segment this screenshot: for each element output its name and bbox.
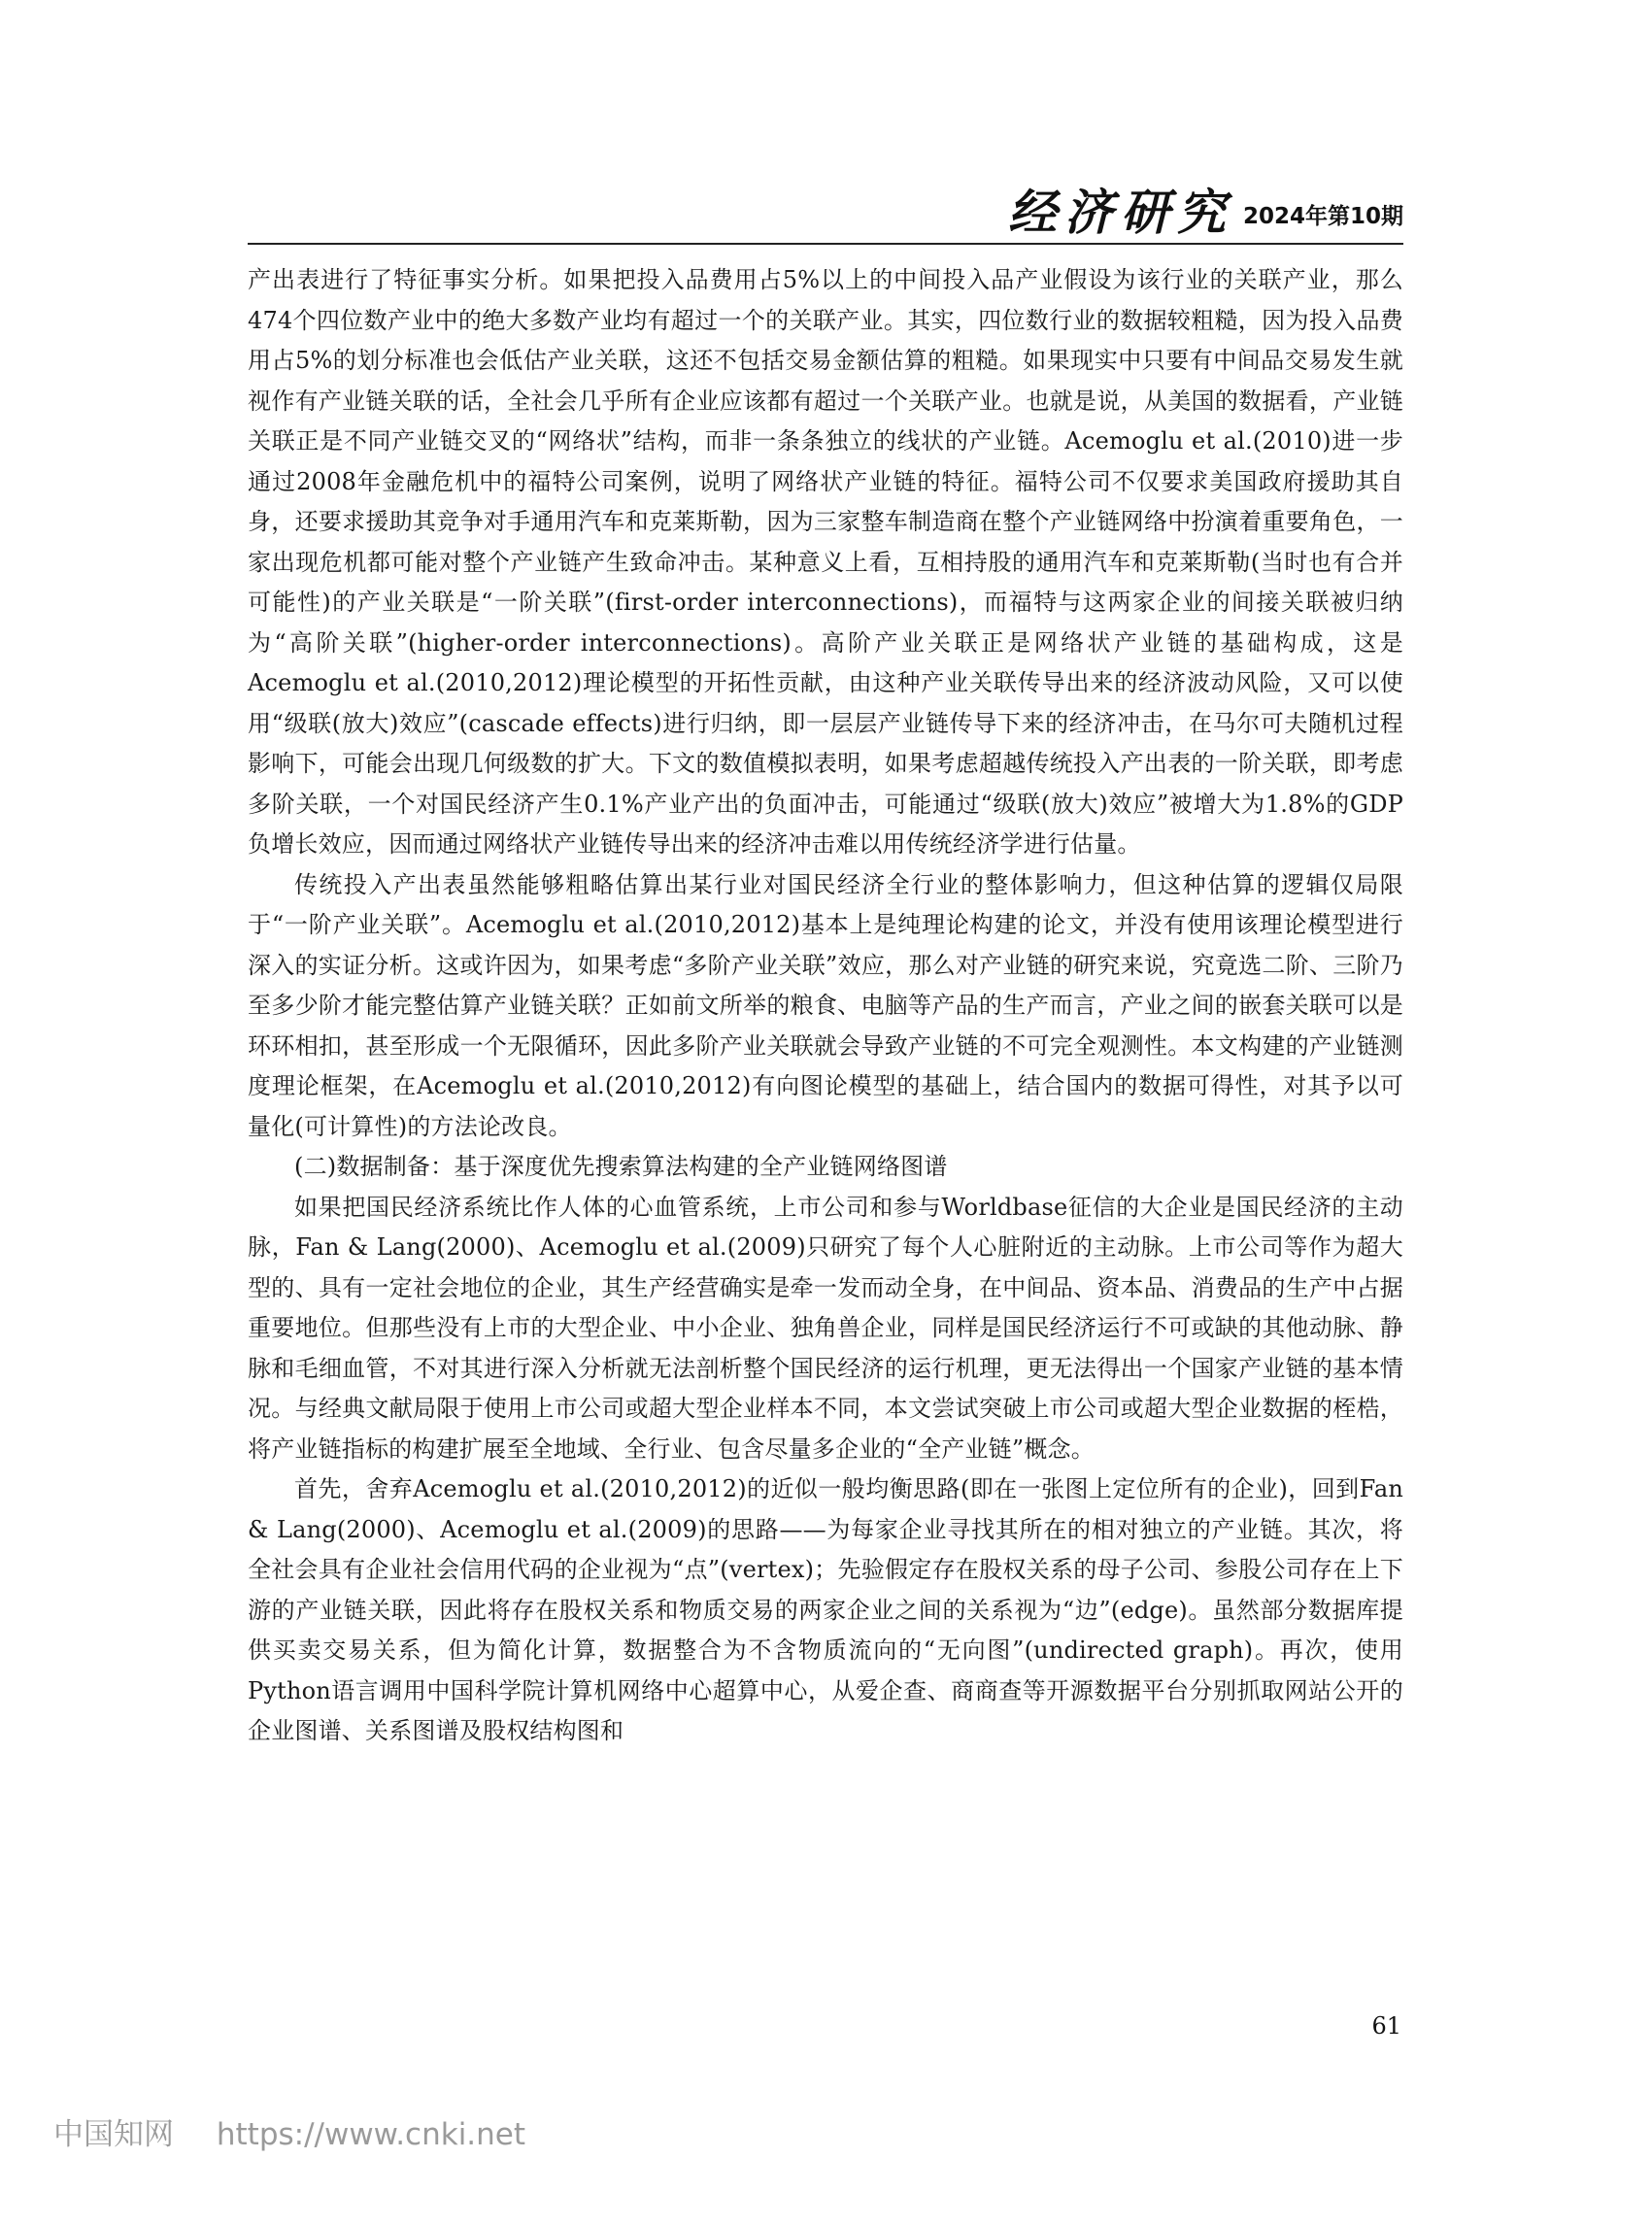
section-heading: (二)数据制备：基于深度优先搜索算法构建的全产业链网络图谱 <box>294 1153 948 1180</box>
paragraph-continued: 产出表进行了特征事实分析。如果把投入品费用占5%以上的中间投入品产业假设为该行业的关联产业，那么474个四位数产业中的绝大多数产业均有超过一个的关联产业。其实，四位数行业的数据较粗糙，因为投入品费用占5%的划分标准也会低估产业关联，这还不包括交易金额估算的粗糙。如果现实中只要有中间品交易发生就视作有产业链关联的话，全社会几乎所有企业应该都有超过一个关联产业。也就是说，从美国的数据看，产业链关联正是不同产业链交叉的“网络状”结构，而非一条条独立的线状的产业链。Acemoglu et al.(2010)进一步通过2008年金融危机中的福特公司案例，说明了网络状产业链的特征。福特公司不仅要求美国政府援助其自身，还要求援助其竞争对手通用汽车和克莱斯勒，因为三家整车制造商在整个产业链网络中扮演着重要角色，一家出现危机都可能对整个产业链产生致命冲击。某种意义上看，互相持股的通用汽车和克莱斯勒(当时也有合并可能性)的产业关联是“一阶关联”(first-order interconnections)，而福特与这两家企业的间接关联被归纳为“高阶关联”(higher-order interconnections)。高阶产业关联正是网络状产业链的基础构成，这是Acemoglu et al.(2010,2012)理论模型的开拓性贡献，由这种产业关联传导出来的经济波动风险，又可以使用“级联(放大)效应”(cascade effects)进行归纳，即一层层产业链传导下来的经济冲击，在马尔可夫随机过程影响下，可能会出现几何级数的扩大。下文的数值模拟表明，如果考虑超越传统投入产出表的一阶关联，即考虑多阶关联，一个对国民经济产生0.1%产业产出的负面冲击，可能通过“级联(放大)效应”被增大为1.8%的GDP负增长效应，因而通过网络状产业链传导出来的经济冲击难以用传统经济学进行估量。 <box>248 266 1403 858</box>
issue-label: 2024年第10期 <box>1242 204 1403 229</box>
footer-site-name: 中国知网 <box>53 2117 174 2152</box>
journal-logo: 经济研究 <box>1008 184 1233 241</box>
page-number: 61 <box>1371 2012 1401 2040</box>
paragraph: 首先，舍弃Acemoglu et al.(2010,2012)的近似一般均衡思路(即在一张图上定位所有的企业)，回到Fan & Lang(2000)、Acemoglu et al.(2009)的思路——为每家企业寻找其所在的相对独立的产业链。其次，将全社会具有企业社会信用代码的企业视为“点”(vertex)；先验假定存在股权关系的母子公司、参股公司存在上下游的产业链关联，因此将存在股权关系和物质交易的两家企业之间的关系视为“边”(edge)。虽然部分数据库提供买卖交易关系，但为简化计算，数据整合为不含物质流向的“无向图”(undirected graph)。再次，使用Python语言调用中国科学院计算机网络中心超算中心，从爱企查、商商查等开源数据平台分别抓取网站公开的企业图谱、关系图谱及股权结构图和 <box>248 1475 1403 1744</box>
article-body <box>248 260 1403 1752</box>
paragraph: 如果把国民经济系统比作人体的心血管系统，上市公司和参与Worldbase征信的大企业是国民经济的主动脉，Fan & Lang(2000)、Acemoglu et al.(2009)只研究了每个人心脏附近的主动脉。上市公司等作为超大型的、具有一定社会地位的企业，其生产经营确实是牵一发而动全身，在中间品、资本品、消费品的生产中占据重要地位。但那些没有上市的大型企业、中小企业、独角兽企业，同样是国民经济运行不可或缺的其他动脉、静脉和毛细血管，不对其进行深入分析就无法剖析整个国民经济的运行机理，更无法得出一个国家产业链的基本情况。与经典文献局限于使用上市公司或超大型企业样本不同，本文尝试突破上市公司或超大型企业数据的桎梏，将产业链指标的构建扩展至全地域、全行业、包含尽量多企业的“全产业链”概念。 <box>248 1193 1403 1463</box>
footer-watermark <box>53 2109 558 2153</box>
paragraph: 传统投入产出表虽然能够粗略估算出某行业对国民经济全行业的整体影响力，但这种估算的逻辑仅局限于“一阶产业关联”。Acemoglu et al.(2010,2012)基本上是纯理论构建的论文，并没有使用该理论模型进行深入的实证分析。这或许因为，如果考虑“多阶产业关联”效应，那么对产业链的研究来说，究竟选二阶、三阶乃至多少阶才能完整估算产业链关联？正如前文所举的粮食、电脑等产品的生产而言，产业之间的嵌套关联可以是环环相扣，甚至形成一个无限循环，因此多阶产业关联就会导致产业链的不可完全观测性。本文构建的产业链测度理论框架，在Acemoglu et al.(2010,2012)有向图论模型的基础上，结合国内的数据可得性，对其予以可量化(可计算性)的方法论改良。 <box>248 870 1403 1140</box>
footer-url[interactable]: https://www.cnki.net <box>216 2117 526 2152</box>
page-header <box>248 183 1403 245</box>
